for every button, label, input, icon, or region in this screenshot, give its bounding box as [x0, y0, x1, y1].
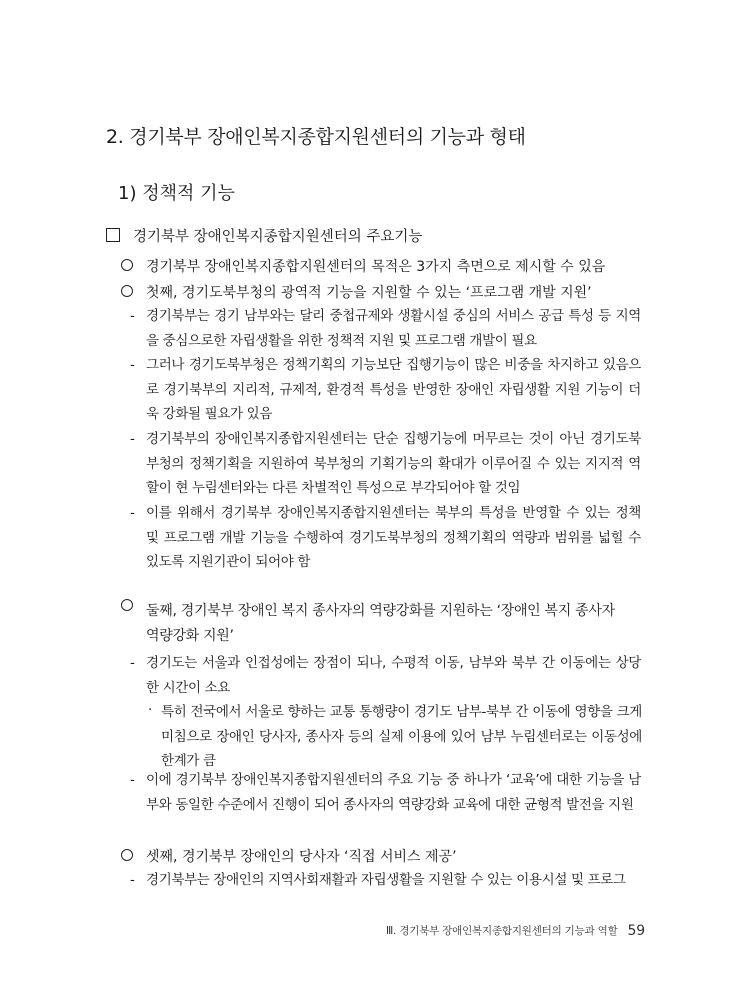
dash-marker: -	[130, 772, 135, 788]
dash-item-text: 경기북부는 장애인의 지역사회재활과 자립생활을 지원할 수 있는 이용시설 및 프로그	[146, 872, 626, 888]
circle-bullet-icon	[121, 259, 133, 271]
dash-item-text: 경기북부의 장애인복지종합지원센터는 단순 집행기능에 머무르는 것이 아닌 경기도북부청의 정책기획을 지원하여 북부청의 기획기능의 확대가 이루어질 수 있는 지지적 역할이 현 누림센터와는 다른 차별적인 특성으로 부각되어야 할 것임	[146, 431, 641, 496]
circle-bullet-text: 셋째, 경기북부 장애인의 당사자 ‘직접 서비스 제공’	[146, 849, 457, 865]
circle-bullet-text-continued: 역량강화 지원’	[146, 628, 234, 644]
box-bullet-text: 경기북부 장애인복지종합지원센터의 주요기능	[133, 229, 423, 245]
dash-marker: -	[130, 308, 135, 324]
dash-marker: -	[130, 655, 135, 671]
dot-item-text: 특히 전국에서 서울로 향하는 교통 통행량이 경기도 남부-북부 간 이동에 영향을 크게 미침으로 장애인 당사자, 종사자 등의 실제 이용에 있어 남부 누림센터로는 이동성에 한계가 큼	[161, 704, 642, 769]
circle-bullet-icon	[121, 285, 133, 297]
square-bullet-icon	[106, 228, 120, 242]
box-bullet-item	[106, 225, 422, 246]
footer-chapter-title: Ⅲ. 경기북부 장애인복지종합지원센터의 기능과 역할	[386, 925, 618, 937]
subsection-heading: 1) 정책적 기능	[118, 183, 235, 204]
dash-marker: -	[130, 431, 135, 447]
circle-bullet-icon	[121, 599, 133, 611]
dash-item-text: 경기도는 서울과 인접성에는 장점이 되나, 수평적 이동, 남부와 북부 간 이동에는 상당한 시간이 소요	[146, 655, 641, 696]
dash-item-text: 그러나 경기도북부청은 정책기획의 기능보단 집행기능이 많은 비중을 차지하고 있음으로 경기북부의 지리적, 규제적, 환경적 특성을 반영한 장애인 자립생활 지원 기능이 더욱 강화될 필요가 있음	[146, 357, 641, 422]
circle-bullet-item-4	[121, 846, 457, 866]
dash-marker: -	[130, 872, 135, 888]
dash-marker: -	[130, 505, 135, 521]
dash-item-text: 이에 경기북부 장애인복지종합지원센터의 주요 기능 중 하나가 ‘교육’에 대한 기능을 남부와 동일한 수준에서 진행이 되어 종사자의 역량강화 교육에 대한 균형적 발전을 지원	[146, 772, 641, 813]
circle-bullet-item-1	[121, 256, 605, 276]
dash-item-text: 이를 위해서 경기북부 장애인복지종합지원센터는 북부의 특성을 반영할 수 있는 정책 및 프로그램 개발 기능을 수행하여 경기도북부청의 정책기획의 역량과 범위를 넓힐 수 있도록 지원기관이 되어야 함	[146, 505, 641, 570]
circle-bullet-text: 첫째, 경기도북부청의 광역적 기능을 지원할 수 있는 ‘프로그램 개발 지원’	[146, 285, 592, 301]
dash-item-text: 경기북부는 경기 남부와는 달리 중첩규제와 생활시설 중심의 서비스 공급 특성 등 지역을 중심으로한 자립생활을 위한 정책적 지원 및 프로그램 개발이 필요	[146, 308, 641, 349]
page-footer	[386, 923, 645, 939]
circle-bullet-icon	[121, 849, 133, 861]
circle-bullet-text: 경기북부 장애인복지종합지원센터의 목적은 3가지 측면으로 제시할 수 있음	[146, 259, 606, 275]
dash-marker: -	[130, 357, 135, 373]
section-heading: 2. 경기북부 장애인복지종합지원센터의 기능과 형태	[106, 126, 526, 148]
circle-bullet-item-2	[121, 282, 592, 302]
dot-marker: ·	[148, 702, 152, 718]
circle-bullet-text: 둘째, 경기북부 장애인 복지 종사자의 역량강화를 지원하는 ‘장애인 복지 종사자	[146, 603, 615, 619]
page-number: 59	[627, 923, 645, 939]
circle-bullet-item-3	[121, 599, 615, 649]
